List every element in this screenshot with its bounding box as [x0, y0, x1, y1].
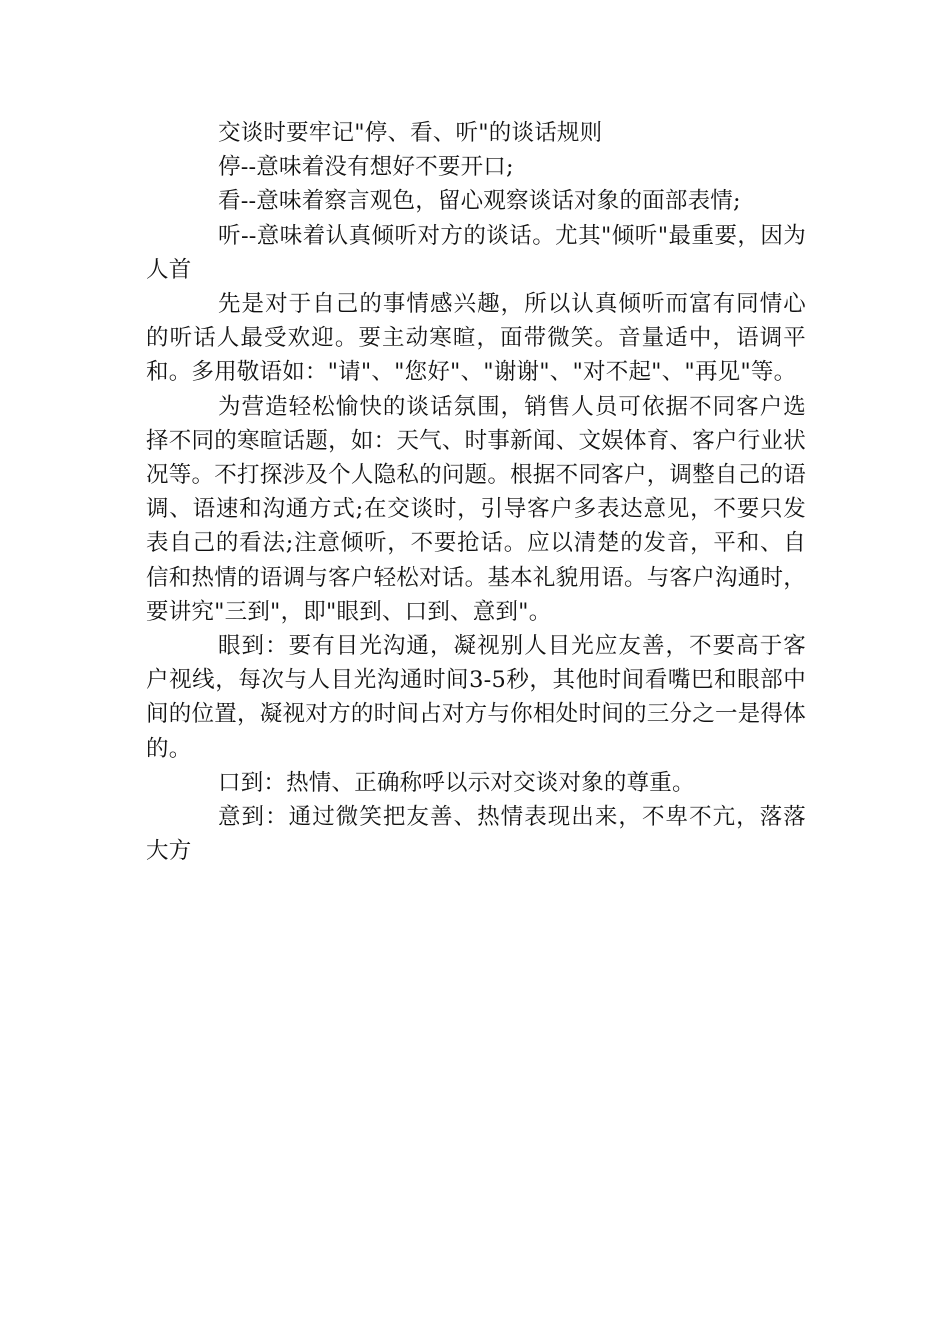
paragraph-intention: 意到：通过微笑把友善、热情表现出来，不卑不亢，落落大方 [146, 804, 806, 865]
paragraph-listening-importance: 先是对于自己的事情感兴趣，所以认真倾听而富有同情心的听话人最受欢迎。要主动寒暄，面带微笑。音量适中，语调平和。多用敬语如："请"、"您好"、"谢谢"、"对不起"、"再见"等。 [146, 291, 806, 386]
paragraph-look: 看--意味着察言观色，留心观察谈话对象的面部表情; [218, 188, 741, 215]
paragraph-stop: 停--意味着没有想好不要开口; [218, 154, 514, 181]
paragraph-eyes: 眼到：要有目光沟通，凝视别人目光应友善，不要高于客户视线，每次与人目光沟通时间3-5秒，其他时间看嘴巴和眼部中间的位置，凝视对方的时间占对方与你相处时间的三分之一是得体的。 [146, 633, 806, 762]
paragraph-conversation-atmosphere: 为营造轻松愉快的谈话氛围，销售人员可依据不同客户选择不同的寒暄话题，如：天气、时事新闻、文娱体育、客户行业状况等。不打探涉及个人隐私的问题。根据不同客户，调整自己的语调、语速和沟通方式;在交谈时，引导客户多表达意见，不要只发表自己的看法;注意倾听，不要抢话。应以清楚的发音，平和、自信和热情的语调与客户轻松对话。基本礼貌用语。与客户沟通时，要讲究"三到"，即"眼到、口到、意到"。 [146, 393, 806, 625]
paragraph-rules-title: 交谈时要牢记"停、看、听"的谈话规则 [218, 120, 603, 146]
paragraph-mouth: 口到：热情、正确称呼以示对交谈对象的尊重。 [218, 769, 695, 796]
document-body [146, 116, 806, 868]
paragraph-listen: 听--意味着认真倾听对方的谈话。尤其"倾听"最重要，因为人首 [146, 222, 806, 283]
